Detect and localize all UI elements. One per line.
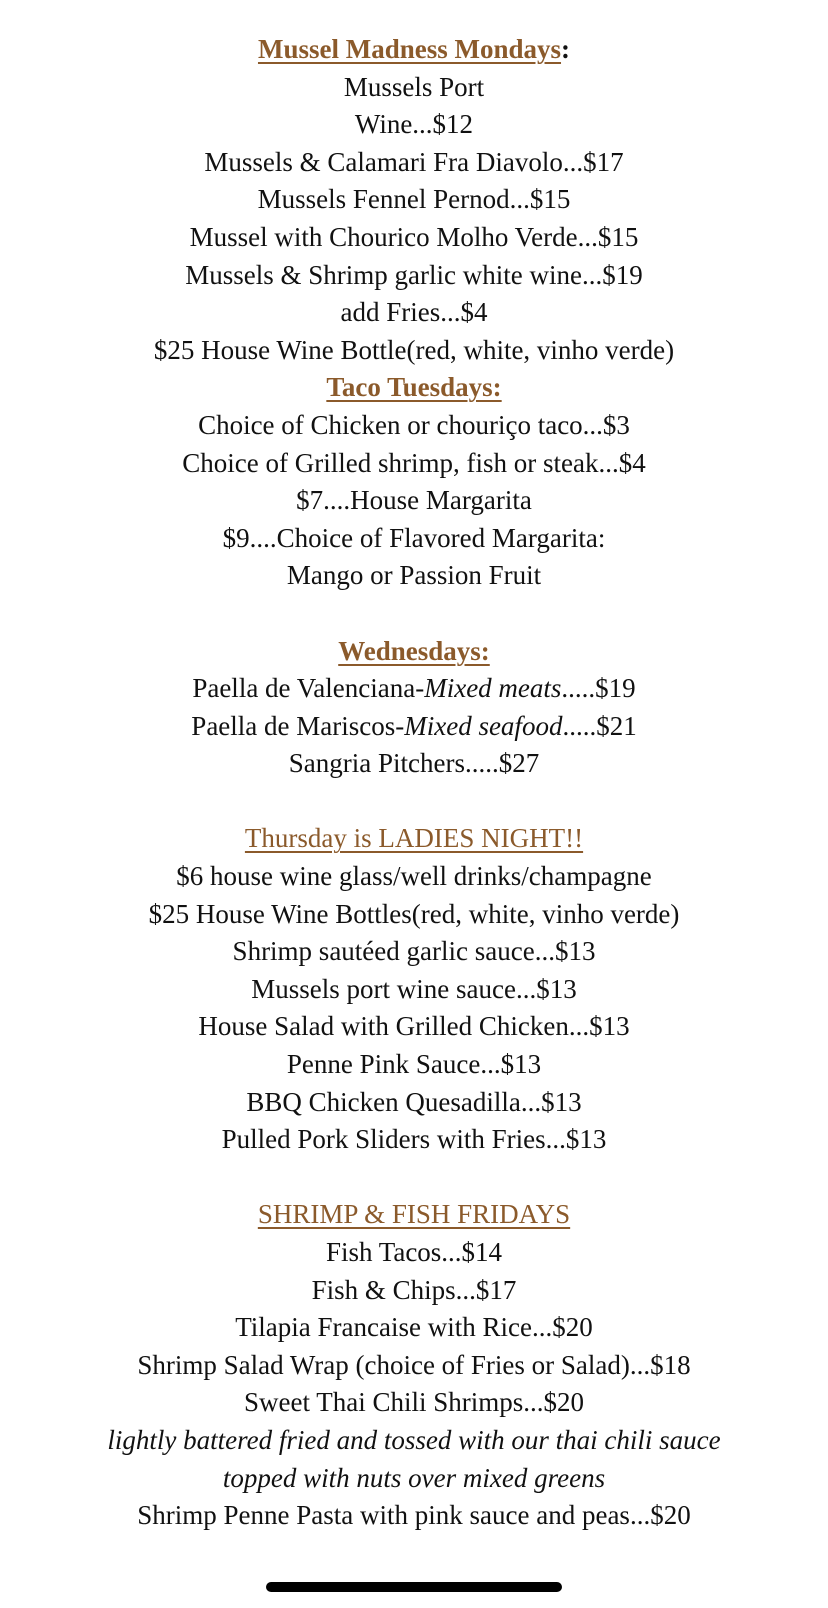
monday-heading-colon: : [561, 34, 571, 64]
menu-item: Sangria Pitchers.....$27 [288, 748, 540, 779]
menu-item: Shrimp Penne Pasta with pink sauce and peas...$20 [137, 1500, 691, 1531]
menu-item: $9....Choice of Flavored Margarita: [222, 522, 606, 553]
menu-item: Mussels & Calamari Fra Diavolo...$17 [204, 146, 624, 177]
friday-heading[interactable]: SHRIMP & FISH FRIDAYS [257, 1199, 571, 1230]
home-indicator[interactable] [266, 1582, 562, 1592]
wednesday-heading[interactable]: Wednesdays: [338, 635, 490, 666]
menu-item-price: .....$21 [562, 710, 637, 741]
menu-item: Mussels port wine sauce...$13 [251, 973, 577, 1004]
menu-item: BBQ Chicken Quesadilla...$13 [246, 1086, 582, 1117]
section-spacer [0, 595, 828, 633]
friday-heading-line [0, 1196, 828, 1234]
tuesday-heading[interactable]: Taco Tuesdays: [326, 372, 502, 403]
menu-item: Mussels & Shrimp garlic white wine...$19 [185, 259, 643, 290]
menu-item: Pulled Pork Sliders with Fries...$13 [221, 1124, 607, 1155]
menu-item-description: topped with nuts over mixed greens [222, 1462, 606, 1493]
menu-item: Mango or Passion Fruit [286, 560, 542, 591]
menu-item: Sweet Thai Chili Shrimps...$20 [243, 1387, 584, 1418]
menu-item-name: Paella de Mariscos- [191, 710, 405, 741]
menu-item: Fish & Chips...$17 [311, 1274, 517, 1305]
menu-item: Shrimp Salad Wrap (choice of Fries or Salad)...$18 [137, 1349, 691, 1380]
specials-menu [0, 31, 828, 1535]
menu-item-desc: Mixed seafood [404, 710, 563, 741]
thursday-heading[interactable]: Thursday is LADIES NIGHT!! [244, 823, 584, 854]
menu-item: Shrimp sautéed garlic sauce...$13 [232, 936, 596, 967]
menu-item: Mussels Fennel Pernod...$15 [257, 184, 571, 215]
section-spacer [0, 1159, 828, 1197]
thursday-heading-line [0, 820, 828, 858]
menu-item: Mussel with Chourico Molho Verde...$15 [189, 221, 639, 252]
menu-item: Wine...$12 [354, 109, 474, 140]
menu-item [0, 708, 828, 746]
menu-item: Choice of Chicken or chouriço taco...$3 [198, 409, 630, 440]
wednesday-heading-line [0, 633, 828, 671]
monday-heading[interactable]: Mussel Madness Mondays [257, 34, 562, 64]
menu-item-desc: Mixed meats [424, 673, 562, 704]
menu-item: $25 House Wine Bottles(red, white, vinho verde) [148, 898, 680, 929]
menu-item-name: Paella de Valenciana- [192, 673, 425, 704]
tuesday-heading-line [0, 369, 828, 407]
monday-heading-line [0, 31, 828, 69]
section-spacer [0, 783, 828, 821]
menu-item: House Salad with Grilled Chicken...$13 [198, 1011, 630, 1042]
menu-item: $6 house wine glass/well drinks/champagne [176, 861, 652, 892]
menu-item: Tilapia Francaise with Rice...$20 [235, 1312, 593, 1343]
menu-item: Penne Pink Sauce...$13 [286, 1049, 542, 1080]
menu-item: $25 House Wine Bottle(red, white, vinho verde) [153, 334, 675, 365]
menu-item-description: lightly battered fried and tossed with our thai chili sauce [107, 1424, 721, 1455]
menu-item: Choice of Grilled shrimp, fish or steak...$4 [182, 447, 646, 478]
menu-item-price: .....$19 [561, 673, 636, 704]
menu-item: Fish Tacos...$14 [325, 1237, 503, 1267]
menu-item [0, 670, 828, 708]
menu-item: add Fries...$4 [340, 297, 488, 328]
menu-item: Mussels Port [343, 71, 485, 102]
menu-item: $7....House Margarita [296, 485, 532, 516]
